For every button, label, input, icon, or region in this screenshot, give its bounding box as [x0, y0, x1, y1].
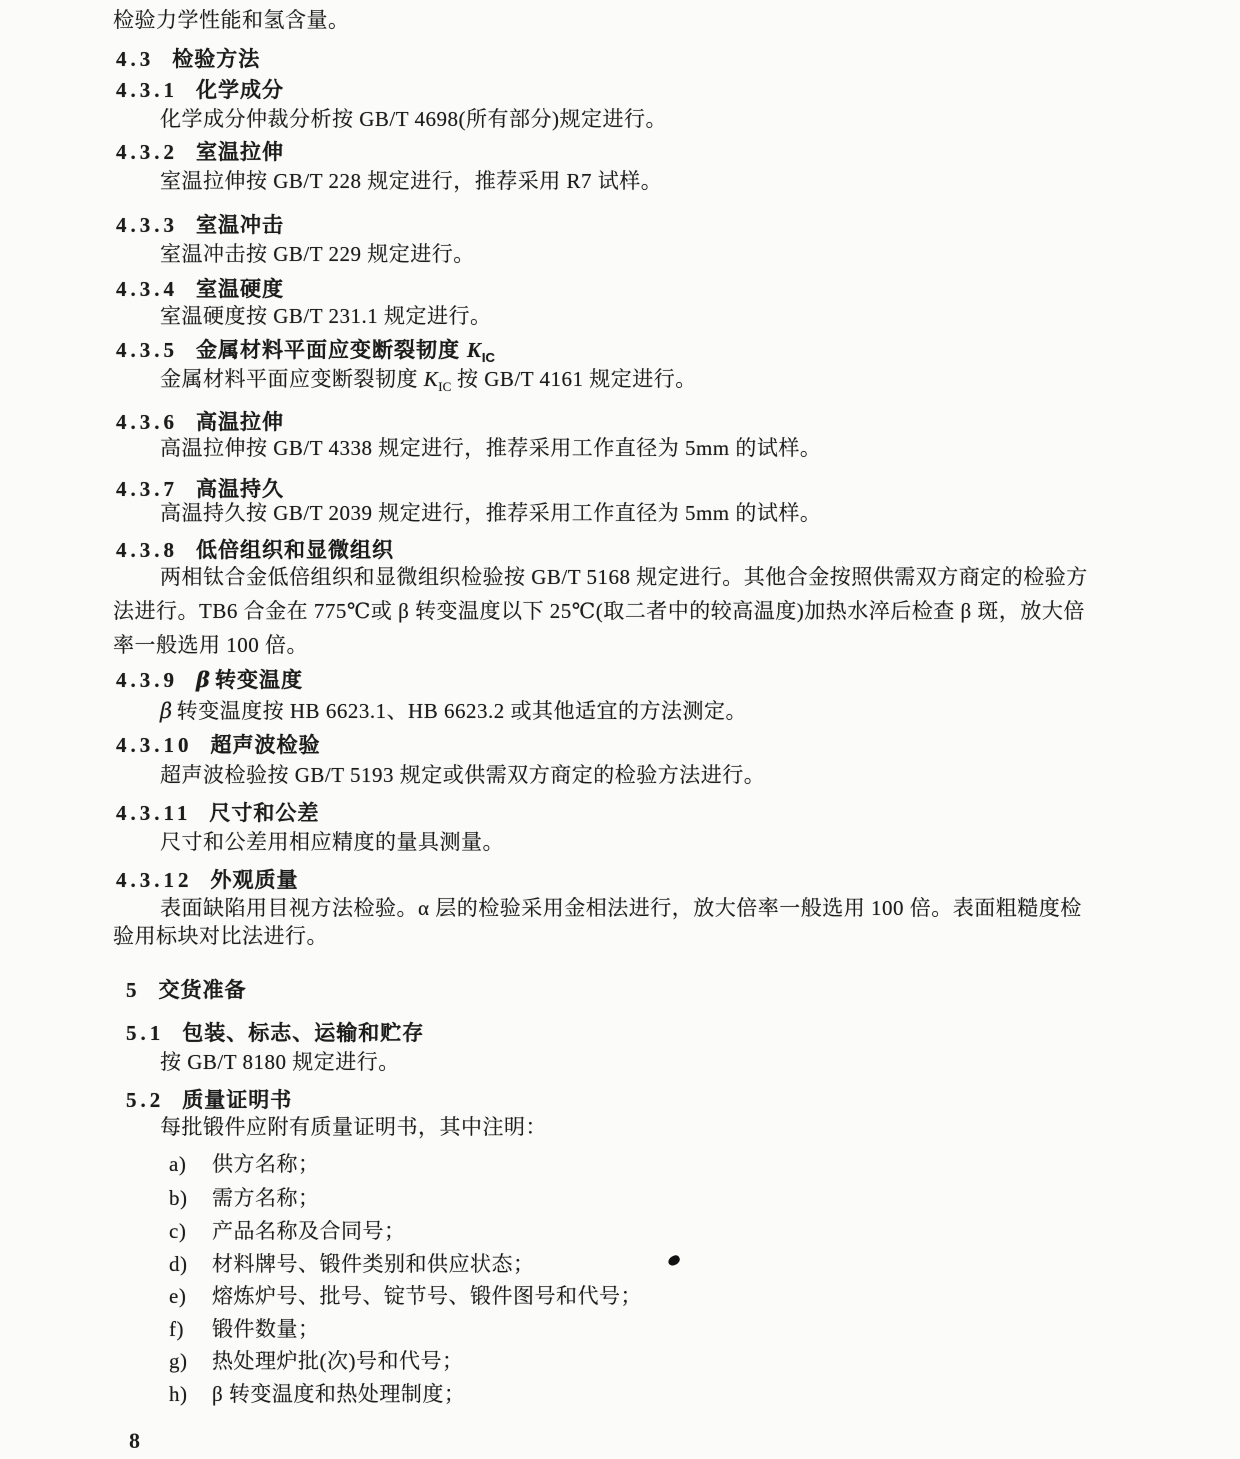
section-number: 4.3.7 — [116, 477, 178, 501]
section-number: 4.3.3 — [116, 213, 178, 237]
section-heading-4-3-12 — [116, 868, 299, 893]
section-heading-4-3-2 — [116, 140, 284, 165]
section-title: 低倍组织和显微组织 — [196, 539, 394, 562]
section-body-5-1: 按 GB/T 8180 规定进行。 — [160, 1050, 400, 1074]
section-heading-5-1 — [126, 1021, 424, 1046]
list-item-b — [169, 1186, 320, 1210]
section-number: 4.3.12 — [116, 868, 193, 892]
section-body-4-3-1: 化学成分仲裁分析按 GB/T 4698(所有部分)规定进行。 — [160, 107, 667, 131]
list-item-g — [169, 1349, 464, 1373]
section-heading-4-3-3 — [116, 213, 284, 238]
beta-symbol: β — [160, 699, 173, 723]
list-item-text: 锻件数量； — [212, 1317, 320, 1341]
section-body-4-3-5 — [160, 367, 697, 395]
section-body-4-3-11: 尺寸和公差用相应精度的量具测量。 — [160, 830, 504, 854]
list-item-letter: b) — [169, 1186, 188, 1210]
section-body-4-3-4: 室温硬度按 GB/T 231.1 规定进行。 — [160, 304, 492, 328]
section-title: 化学成分 — [196, 79, 284, 102]
section-body-4-3-8-line1: 两相钛合金低倍组织和显微组织检验按 GB/T 5168 规定进行。其他合金按照供需双方商定的检验方 — [160, 565, 1088, 589]
list-item-text: 供方名称； — [212, 1152, 320, 1176]
section-number: 4.3.4 — [116, 277, 178, 301]
list-item-letter: d) — [169, 1252, 188, 1276]
section-title: 外观质量 — [210, 869, 299, 892]
intro-line: 检验力学性能和氢含量。 — [113, 8, 350, 32]
section-heading-4-3-4 — [116, 277, 284, 302]
section-title: 金属材料平面应变断裂韧度 — [196, 339, 467, 362]
section-title: 包装、标志、运输和贮存 — [182, 1022, 425, 1045]
list-item-text: 需方名称； — [212, 1186, 320, 1210]
section-body-5-2: 每批锻件应附有质量证明书，其中注明： — [160, 1115, 547, 1139]
section-number: 4.3.10 — [116, 733, 193, 757]
body-text: 按 GB/T 4161 规定进行。 — [451, 367, 697, 391]
section-heading-4-3 — [116, 47, 260, 72]
section-number: 4.3.9 — [116, 668, 178, 692]
section-body-4-3-12-line2: 验用标块对比法进行。 — [113, 924, 328, 948]
section-number: 5.2 — [126, 1088, 165, 1112]
section-body-4-3-12-line1: 表面缺陷用目视方法检验。α 层的检验采用金相法进行，放大倍率一般选用 100 倍。表面粗糙度检 — [160, 896, 1082, 920]
list-item-text: 产品名称及合同号； — [212, 1219, 406, 1243]
section-body-4-3-8-line3: 率一般选用 100 倍。 — [113, 633, 308, 657]
body-text: 金属材料平面应变断裂韧度 — [160, 367, 424, 391]
section-heading-4-3-9 — [116, 668, 303, 693]
section-title: 质量证明书 — [182, 1089, 293, 1112]
section-number: 4.3.5 — [116, 338, 178, 362]
section-number: 4.3.2 — [116, 140, 178, 164]
ink-blot-artifact — [667, 1254, 682, 1267]
section-title: 尺寸和公差 — [209, 802, 320, 825]
section-body-4-3-10: 超声波检验按 GB/T 5193 规定或供需双方商定的检验方法进行。 — [160, 763, 766, 787]
chapter-heading-5 — [126, 978, 247, 1003]
section-body-4-3-6: 高温拉伸按 GB/T 4338 规定进行，推荐采用工作直径为 5mm 的试样。 — [160, 436, 822, 460]
section-title: 室温硬度 — [196, 278, 284, 301]
kic-symbol: K — [423, 367, 439, 391]
section-heading-4-3-6 — [116, 410, 284, 435]
section-number: 4.3.6 — [116, 410, 178, 434]
list-item-text: 材料牌号、锻件类别和供应状态； — [212, 1252, 535, 1276]
list-item-a — [169, 1152, 320, 1176]
section-body-4-3-3: 室温冲击按 GB/T 229 规定进行。 — [160, 242, 475, 266]
section-title: 高温拉伸 — [196, 411, 284, 434]
section-number: 4.3.8 — [116, 538, 178, 562]
section-heading-4-3-10 — [116, 733, 321, 758]
kic-subscript: IC — [481, 350, 495, 366]
body-text: 转变温度按 HB 6623.1、HB 6623.2 或其他适宜的方法测定。 — [176, 699, 747, 723]
section-title: 室温拉伸 — [196, 141, 284, 164]
kic-subscript: IC — [438, 379, 452, 395]
section-number: 4.3.11 — [116, 801, 192, 825]
section-title: 超声波检验 — [210, 734, 321, 757]
list-item-text: β 转变温度和热处理制度； — [212, 1382, 466, 1406]
list-item-letter: c) — [169, 1219, 187, 1243]
list-item-f — [169, 1317, 320, 1341]
list-item-h — [169, 1382, 465, 1406]
list-item-letter: f) — [169, 1317, 184, 1341]
section-body-4-3-9 — [160, 699, 747, 723]
section-title: 转变温度 — [214, 669, 303, 692]
section-body-4-3-7: 高温持久按 GB/T 2039 规定进行，推荐采用工作直径为 5mm 的试样。 — [160, 501, 822, 525]
section-number: 4.3 — [116, 47, 155, 71]
section-heading-4-3-1 — [116, 78, 284, 103]
section-number: 5.1 — [126, 1021, 165, 1045]
section-heading-4-3-7 — [116, 477, 284, 502]
section-body-4-3-2: 室温拉伸按 GB/T 228 规定进行，推荐采用 R7 试样。 — [160, 169, 663, 193]
page-number: 8 — [129, 1428, 140, 1453]
section-body-4-3-8-line2: 法进行。TB6 合金在 775℃或 β 转变温度以下 25℃(取二者中的较高温度)加热水淬后检查 β 斑，放大倍 — [113, 599, 1085, 623]
section-heading-4-3-8 — [116, 538, 394, 563]
list-item-letter: a) — [169, 1152, 187, 1176]
beta-symbol: β — [196, 667, 211, 692]
list-item-text: 热处理炉批(次)号和代号； — [212, 1349, 464, 1373]
list-item-d — [169, 1252, 535, 1276]
kic-symbol: K — [466, 338, 482, 362]
list-item-e — [169, 1284, 642, 1308]
list-item-text: 熔炼炉号、批号、锭节号、锻件图号和代号； — [212, 1284, 642, 1308]
section-heading-4-3-11 — [116, 801, 319, 826]
chapter-number: 5 — [126, 978, 141, 1002]
section-number: 4.3.1 — [116, 78, 178, 102]
list-item-letter: h) — [169, 1382, 188, 1406]
chapter-title: 交货准备 — [158, 979, 247, 1002]
list-item-letter: g) — [169, 1349, 188, 1373]
list-item-letter: e) — [169, 1284, 187, 1308]
section-title: 高温持久 — [196, 478, 284, 501]
section-title: 室温冲击 — [196, 214, 284, 237]
section-heading-4-3-5 — [116, 338, 495, 366]
section-heading-5-2 — [126, 1088, 292, 1113]
section-title: 检验方法 — [172, 48, 261, 71]
list-item-c — [169, 1219, 406, 1243]
